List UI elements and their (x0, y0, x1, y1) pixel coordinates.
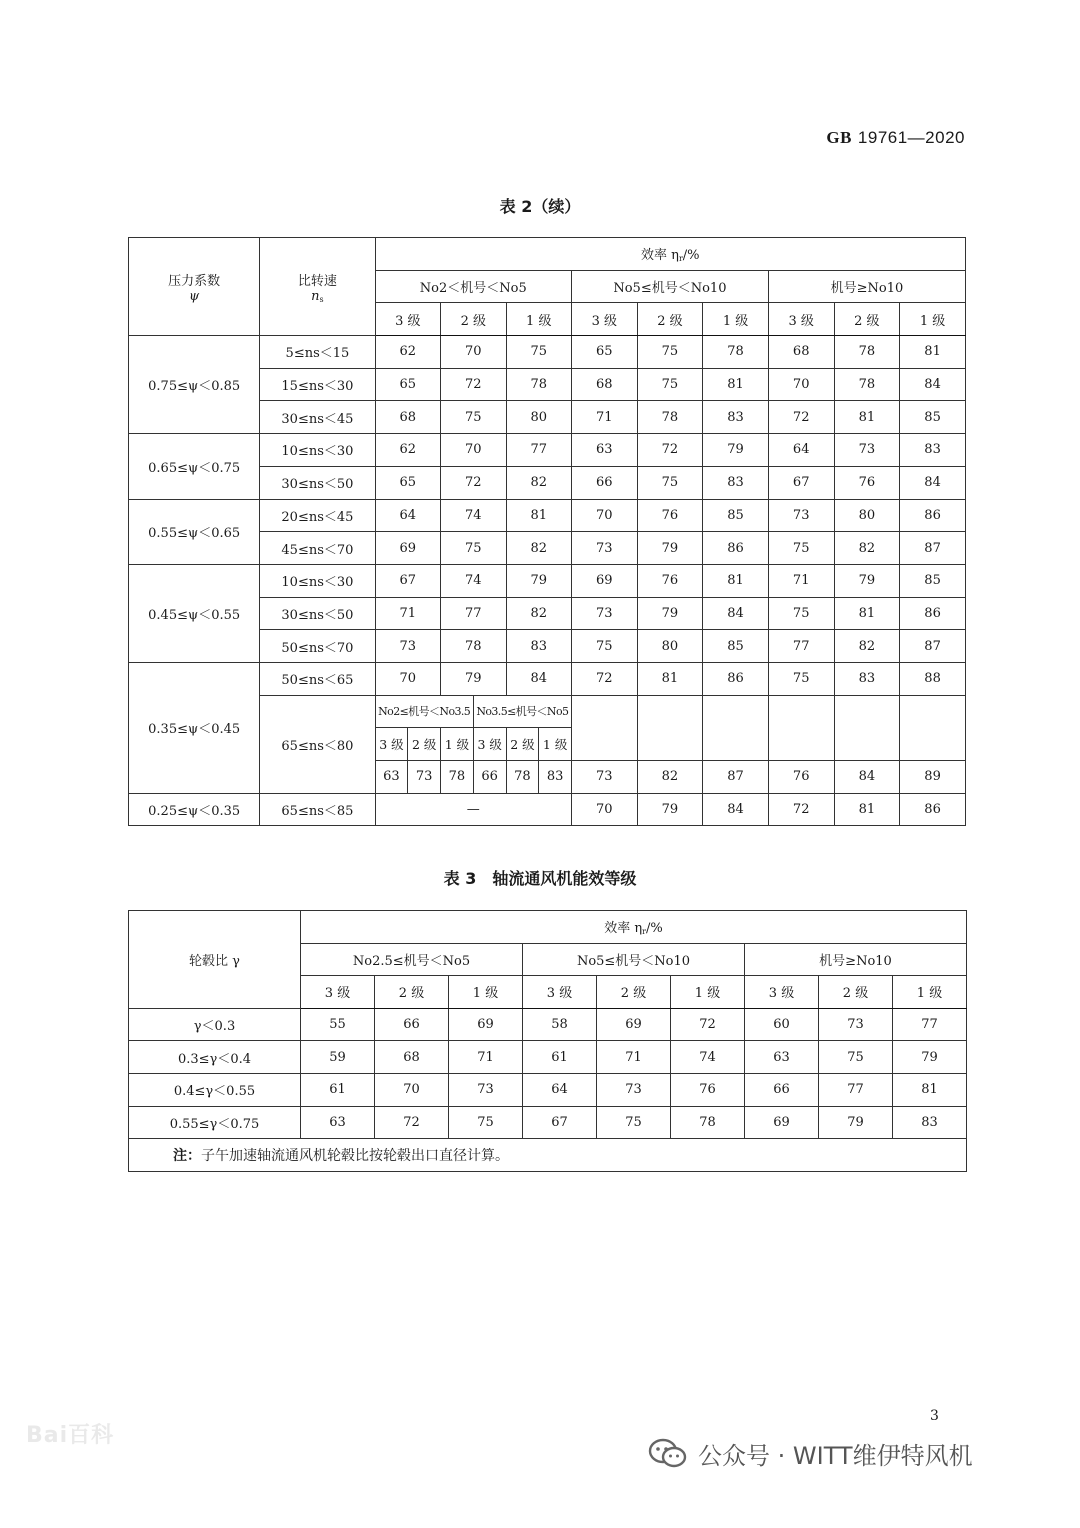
header-group-2: No5≤机号＜No10 (571, 270, 768, 303)
pressure-range: 0.65≤ψ＜0.75 (129, 434, 260, 499)
table-row: 0.55≤γ＜0.75 63 72 75 67 75 78 69 79 83 (129, 1106, 967, 1139)
grade-1: 1 级 (506, 303, 571, 336)
header-group-3: 机号≥No10 (768, 270, 965, 303)
header-group-1: No2.5≤机号＜No5 (301, 943, 523, 976)
table-row: 50≤ns＜70 73 78 83 75 80 85 77 82 87 (129, 630, 966, 663)
table-row: 0.55≤ψ＜0.65 20≤ns＜45 64 74 81 70 76 85 73 80 86 (129, 499, 966, 532)
standard-number: GB 19761—2020 (826, 128, 965, 147)
wechat-watermark (648, 1436, 973, 1471)
hub-ratio-range: γ＜0.3 (129, 1008, 301, 1041)
table-note: 注：子午加速轴流通风机轮毂比按轮毂出口直径计算。 (129, 1139, 967, 1172)
speed-range: 50≤ns＜65 (260, 662, 375, 695)
table-row: 0.25≤ψ＜0.35 65≤ns＜85 — 70 79 84 72 81 86 (129, 793, 966, 826)
table-row: 30≤ns＜50 65 72 82 66 75 83 67 76 84 (129, 466, 966, 499)
table-row: 0.4≤γ＜0.55 61 70 73 64 73 76 66 77 81 (129, 1073, 967, 1106)
grade-3: 3 级 (768, 303, 834, 336)
sub-group-2: No3.5≤机号＜No5 (473, 695, 571, 728)
table2-caption: 表 2（续） (499, 197, 581, 216)
header-efficiency: 效率 $\eta_r/\%$ (301, 911, 967, 944)
header-group-2: No5≤机号＜No10 (523, 943, 745, 976)
pressure-range: 0.25≤ψ＜0.35 (129, 793, 260, 826)
page-number: 3 (930, 1408, 939, 1424)
not-applicable-dash: — (375, 793, 571, 826)
table-row: 0.3≤γ＜0.4 59 68 71 61 71 74 63 75 79 (129, 1041, 967, 1074)
header-specific-speed: 比转速 $n_s$ (260, 238, 375, 336)
table-row: 0.75≤ψ＜0.85 5≤ns＜15 62 70 75 65 75 78 68 78 81 (129, 336, 966, 369)
table-row: 30≤ns＜50 71 77 82 73 79 84 75 81 86 (129, 597, 966, 630)
grade-1: 1 级 (703, 303, 769, 336)
hub-ratio-range: 0.4≤γ＜0.55 (129, 1073, 301, 1106)
table-row: 0.45≤ψ＜0.55 10≤ns＜30 67 74 79 69 76 81 71 79 85 (129, 564, 966, 597)
table3-axial-fan-efficiency: 轮毂比 γ 效率 $\eta_r/\%$ No2.5≤机号＜No5 No5≤机号＜No10 机号≥No10 3 级 2 级 1 级 3 级 2 级 1 级 3 级 2 级 1 级 γ＜0.3 55 66 69 58 69 72 60 73 77 0.3≤γ＜0.4 59 68 71 61 71 74 63 75 79 0.4≤γ＜0.55 61 70 73 64 73 76 66 77 81 0.55≤γ＜0.75 63 72 75 67 75 78 69 79 83 注：子午加速轴流通风机轮毂比按轮毂出口直径计算。 (128, 910, 967, 1172)
grade-3: 3 级 (375, 303, 441, 336)
table-row: 15≤ns＜30 65 72 78 68 75 81 70 78 84 (129, 368, 966, 401)
grade-2: 2 级 (441, 303, 507, 336)
wechat-icon (648, 1438, 688, 1470)
pressure-range: 0.75≤ψ＜0.85 (129, 336, 260, 434)
grade-2: 2 级 (637, 303, 703, 336)
pressure-range: 0.55≤ψ＜0.65 (129, 499, 260, 564)
speed-range: 30≤ns＜50 (260, 597, 375, 630)
speed-range: 50≤ns＜70 (260, 630, 375, 663)
grade-1: 1 级 (900, 303, 966, 336)
sub-header-row: 3 级 2 级 1 级 3 级 2 级 1 级 (129, 728, 966, 761)
speed-range: 65≤ns＜80 (260, 695, 375, 793)
table-row: 63 73 78 66 78 83 73 82 87 76 84 89 (129, 761, 966, 794)
table3-caption: 表 3 轴流通风机能效等级 (443, 869, 637, 888)
header-hub-ratio: 轮毂比 γ (129, 911, 301, 1009)
grade-3: 3 级 (571, 303, 637, 336)
note-row (129, 1139, 967, 1172)
header-group-1: No2＜机号＜No5 (375, 270, 571, 303)
table2-fan-efficiency (128, 237, 966, 826)
pressure-range: 0.35≤ψ＜0.45 (129, 662, 260, 793)
hub-ratio-range: 0.55≤γ＜0.75 (129, 1106, 301, 1139)
pressure-range: 0.45≤ψ＜0.55 (129, 564, 260, 662)
table-row: 0.35≤ψ＜0.45 50≤ns＜65 70 79 84 72 81 86 75 83 88 (129, 662, 966, 695)
header-efficiency: 效率 $\eta_r/\%$ (375, 238, 965, 271)
table-row: 0.65≤ψ＜0.75 10≤ns＜30 62 70 77 63 72 79 64 73 83 (129, 434, 966, 467)
speed-range: 45≤ns＜70 (260, 532, 375, 565)
grade-2: 2 级 (834, 303, 900, 336)
speed-range: 10≤ns＜30 (260, 564, 375, 597)
table-row: 30≤ns＜45 68 75 80 71 78 83 72 81 85 (129, 401, 966, 434)
header-pressure-coefficient: 压力系数 ψ (129, 238, 260, 336)
wechat-account-label: 公众号 · WITT维伊特风机 (698, 1442, 973, 1470)
hub-ratio-range: 0.3≤γ＜0.4 (129, 1041, 301, 1074)
baidu-watermark: Bai百科 (26, 1423, 115, 1448)
header-group-3: 机号≥No10 (745, 943, 967, 976)
speed-range: 30≤ns＜45 (260, 401, 375, 434)
table-row: γ＜0.3 55 66 69 58 69 72 60 73 77 (129, 1008, 967, 1041)
sub-group-1: No2≤机号＜No3.5 (375, 695, 473, 728)
speed-range: 65≤ns＜85 (260, 793, 375, 826)
speed-range: 10≤ns＜30 (260, 434, 375, 467)
speed-range: 20≤ns＜45 (260, 499, 375, 532)
speed-range: 15≤ns＜30 (260, 368, 375, 401)
speed-range: 30≤ns＜50 (260, 466, 375, 499)
speed-range: 5≤ns＜15 (260, 336, 375, 369)
table-row: 45≤ns＜70 69 75 82 73 79 86 75 82 87 (129, 532, 966, 565)
